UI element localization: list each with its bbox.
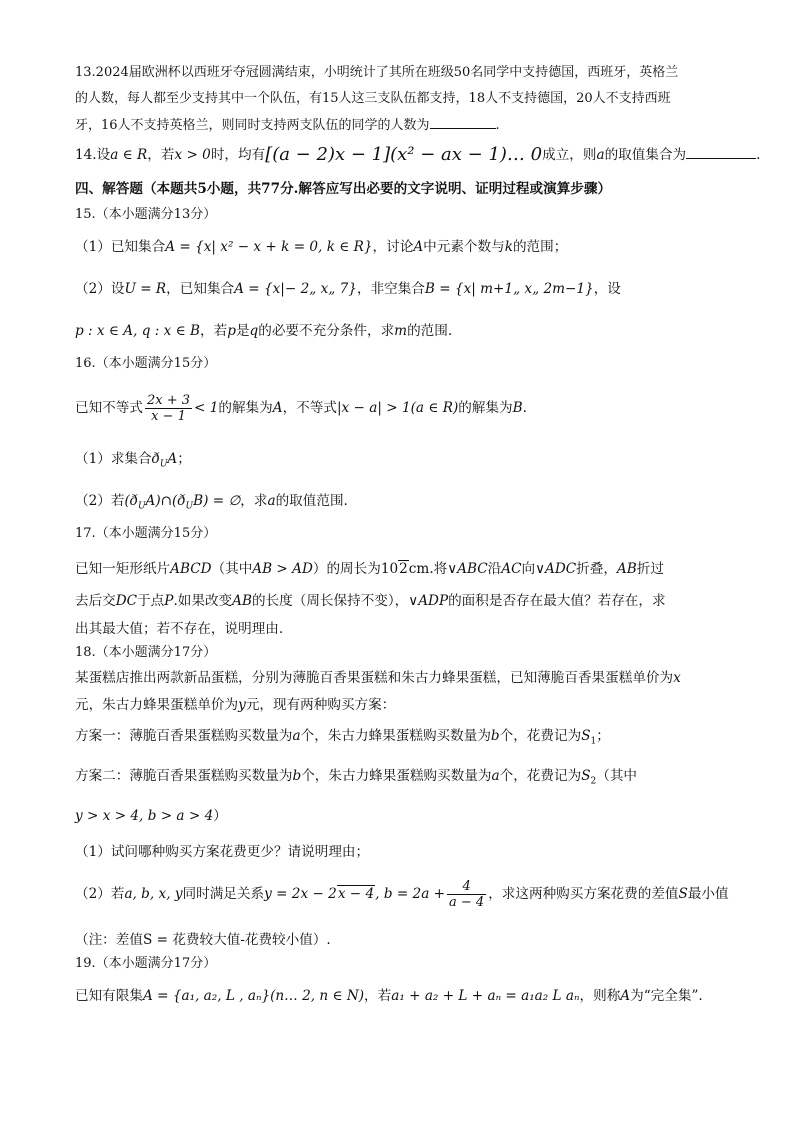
q18-line2: 元，朱古力蜂果蛋糕单价为y元，现有两种购买方案： — [75, 697, 396, 713]
q18-note: （注：差值S = 花费较大值-花费较小值）. — [75, 932, 331, 948]
q18-part2: （2）若a, b, x, y同时满足关系y = 2x − 2x − 4, b = 2a + $\frac{4}{a - 4}$ ，求这两种购买方案花费的差值S最小值 — [75, 879, 729, 910]
q19-heading: 19.（本小题满分17分） — [75, 956, 217, 971]
q17-line1: 已知一矩形纸片ABCD（其中AB > AD）的周长为102cm.将∨ABC沿AC向∨ADC折叠，AB折过 — [75, 561, 664, 577]
q16-part1: （1）求集合$ð_UA$； — [75, 451, 191, 470]
q14-answer-blank — [686, 146, 756, 159]
q16-statement: 已知不等式 $\frac{2x + 3}{x - 1}$ < 1的解集为A，不等式|x − a| > 1(a ∈ R)的解集为B. — [75, 393, 527, 424]
q15-part2: （2）设U = R，已知集合A = {x|− 2„ x„ 7}，非空集合B = {x| m+1„ x„ 2m−1}，设 — [75, 281, 621, 297]
q18-condition: y > x > 4, b > a > 4） — [75, 808, 227, 824]
q16-heading: 16.（本小题满分15分） — [75, 356, 217, 371]
q14-line: 14.设a ∈ R，若x > 0时，均有[(a − 2)x − 1](x² − ax − 1)… 0成立，则a的取值集合为 . — [75, 144, 761, 165]
q17-heading: 17.（本小题满分15分） — [75, 526, 217, 541]
q18-fraction: $\frac{4}{a - 4}$ — [449, 879, 485, 910]
q18-heading: 18.（本小题满分17分） — [75, 645, 217, 660]
q16-fraction: $\frac{2x + 3}{x - 1}$ — [146, 393, 190, 424]
section-4-heading: 四、解答题（本题共5小题，共77分.解答应写出必要的文字说明、证明过程或演算步骤） — [75, 181, 612, 197]
q16-part2: （2）若$(ð_UA)\cap(ð_UB)$ = ∅，求a的取值范围. — [75, 493, 348, 512]
q13-line3: 牙，16人不支持英格兰，则同时支持两支队伍的同学的人数为 . — [75, 118, 500, 133]
q15-part2-cont: p : x ∈ A, q : x ∈ B，若p是q的必要不充分条件，求m的范围. — [75, 323, 453, 339]
q19-statement: 已知有限集A = {a₁, a₂, L , aₙ}(n… 2, n ∈ N)，若a₁ + a₂ + L + aₙ = a₁a₂ L aₙ，则称A为“完全集”. — [75, 988, 703, 1004]
q18-plan2: 方案二：薄脆百香果蛋糕购买数量为b个，朱古力蜂果蛋糕购买数量为a个，花费记为$S_2$（其中 — [75, 768, 638, 787]
q17-line3: 出其最大值；若不存在，说明理由. — [75, 621, 284, 637]
q15-part1: （1）已知集合A = {x| x² − x + k = 0, k ∈ R}，讨论A中元素个数与k的范围； — [75, 239, 568, 255]
q13-line1: 13.2024届欧洲杯以西班牙夺冠圆满结束，小明统计了其所在班级50名同学中支持德国，西班牙，英格兰 — [75, 65, 679, 80]
q18-line1: 某蛋糕店推出两款新品蛋糕，分别为薄脆百香果蛋糕和朱古力蜂果蛋糕，已知薄脆百香果蛋糕单价为x — [75, 670, 681, 686]
q15-heading: 15.（本小题满分13分） — [75, 207, 217, 222]
q18-plan1: 方案一：薄脆百香果蛋糕购买数量为a个，朱古力蜂果蛋糕购买数量为b个，花费记为$S_1$； — [75, 728, 610, 747]
q17-line2: 去后交DC于点P.如果改变AB的长度（周长保持不变），∨ADP的面积是否存在最大值？若存在，求 — [75, 593, 666, 609]
q13-answer-blank — [430, 116, 496, 129]
q13-line2: 的人数，每人都至少支持其中一个队伍，有15人这三支队伍都支持，18人不支持德国，20人不支持西班 — [75, 91, 671, 106]
q18-part1: （1）试问哪种购买方案花费更少？请说明理由； — [75, 844, 370, 860]
